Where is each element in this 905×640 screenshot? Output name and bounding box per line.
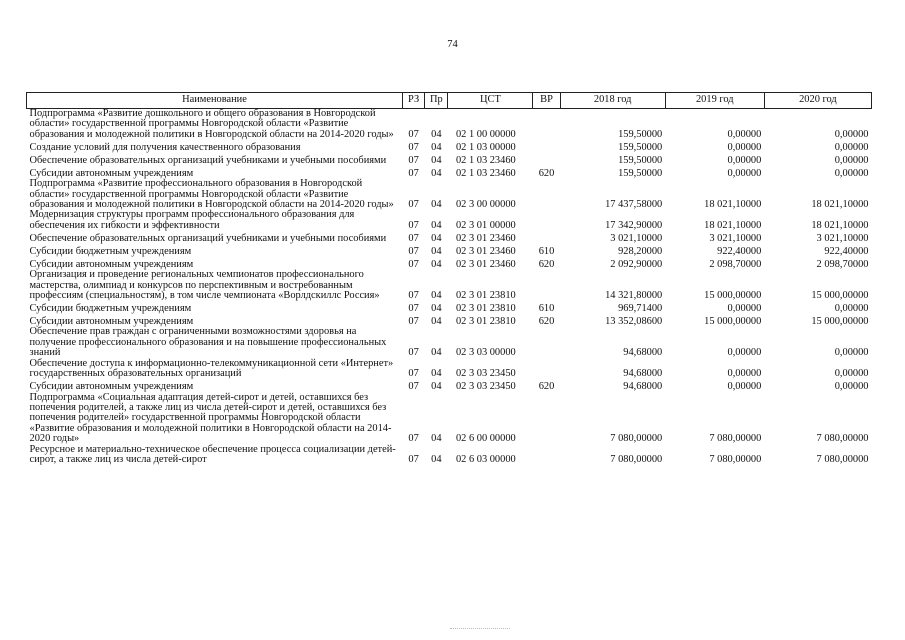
cell-vr bbox=[533, 270, 560, 301]
cell-y2019: 15 000,00000 bbox=[704, 290, 762, 302]
cell-y2020: 2 098,70000 bbox=[816, 258, 869, 270]
cell-y2020: 3 021,10000 bbox=[816, 232, 869, 244]
cell-vr bbox=[533, 153, 560, 166]
cell-cst: 02 3 03 23450 bbox=[455, 381, 516, 393]
table-row bbox=[27, 244, 872, 257]
cell-name: Субсидии автономным учреждениям bbox=[29, 381, 194, 393]
cell-y2018: 969,71400 bbox=[618, 303, 663, 315]
cell-y2020: 15 000,00000 bbox=[811, 316, 869, 328]
cell-name: Обеспечение доступа к информационно-телекоммуникационной сети «Интернет» государственных образовательных организаций bbox=[29, 357, 394, 380]
cell-vr bbox=[533, 231, 560, 244]
cell-rz: 07 bbox=[408, 347, 419, 359]
cell-cst: 02 1 00 00000 bbox=[455, 128, 516, 140]
cell-y2019: 0,00000 bbox=[727, 154, 762, 166]
cell-y2020: 0,00000 bbox=[834, 141, 869, 153]
cell-vr bbox=[533, 393, 560, 445]
cell-y2020: 0,00000 bbox=[834, 381, 869, 393]
cell-name: Создание условий для получения качественного образования bbox=[29, 141, 301, 153]
cell-rz: 07 bbox=[408, 245, 419, 257]
table-row bbox=[27, 327, 872, 358]
cell-y2019: 0,00000 bbox=[727, 303, 762, 315]
cell-y2018: 928,20000 bbox=[618, 245, 663, 257]
cell-y2020: 15 000,00000 bbox=[811, 290, 869, 302]
cell-y2020: 0,00000 bbox=[834, 154, 869, 166]
cell-pr: 04 bbox=[431, 141, 442, 153]
header-rz: РЗ bbox=[403, 93, 425, 109]
cell-pr: 04 bbox=[431, 453, 442, 465]
table-row bbox=[27, 445, 872, 466]
cell-y2019: 0,00000 bbox=[727, 128, 762, 140]
cell-y2020: 7 080,00000 bbox=[816, 433, 869, 445]
cell-cst: 02 3 01 00000 bbox=[455, 219, 516, 231]
cell-y2018: 17 437,58000 bbox=[605, 199, 663, 211]
cell-y2019: 18 021,10000 bbox=[704, 219, 762, 231]
cell-y2018: 2 092,90000 bbox=[610, 258, 663, 270]
cell-cst: 02 3 01 23460 bbox=[455, 245, 516, 257]
cell-cst: 02 3 01 23810 bbox=[455, 303, 516, 315]
cell-vr: 620 bbox=[538, 316, 555, 328]
page-number: 74 bbox=[447, 39, 458, 50]
cell-rz: 07 bbox=[408, 316, 419, 328]
cell-vr: 610 bbox=[538, 303, 555, 315]
cell-pr: 04 bbox=[431, 316, 442, 328]
cell-y2018: 159,50000 bbox=[618, 141, 663, 153]
cell-y2019: 0,00000 bbox=[727, 167, 762, 179]
table-row bbox=[27, 301, 872, 314]
cell-y2019: 3 021,10000 bbox=[709, 232, 762, 244]
cell-y2020: 0,00000 bbox=[834, 303, 869, 315]
cell-rz: 07 bbox=[408, 199, 419, 211]
cell-cst: 02 3 03 23450 bbox=[455, 368, 516, 380]
cell-y2018: 13 352,08600 bbox=[605, 316, 663, 328]
cell-name: Субсидии автономным учреждениям bbox=[29, 316, 194, 328]
cell-pr: 04 bbox=[431, 368, 442, 380]
cell-y2020: 0,00000 bbox=[834, 347, 869, 359]
cell-y2019: 0,00000 bbox=[727, 381, 762, 393]
cell-name: Субсидии автономным учреждениям bbox=[29, 258, 194, 270]
cell-cst: 02 6 00 00000 bbox=[455, 433, 516, 445]
cell-y2019: 0,00000 bbox=[727, 347, 762, 359]
cell-name: Модернизация структуры программ профессионального образования для обеспечения их гибкости и эффективности bbox=[29, 209, 355, 231]
cell-vr: 620 bbox=[538, 167, 555, 179]
cell-y2020: 0,00000 bbox=[834, 167, 869, 179]
cell-y2018: 159,50000 bbox=[618, 154, 663, 166]
cell-pr: 04 bbox=[431, 258, 442, 270]
cell-y2020: 922,40000 bbox=[824, 245, 869, 257]
table-row bbox=[27, 359, 872, 380]
header-name: Наименование bbox=[27, 93, 403, 109]
cell-vr: 610 bbox=[538, 245, 555, 257]
cell-name: Ресурсное и материально-техническое обеспечение процесса социализации детей-сирот, а также лиц из числа детей-сирот bbox=[29, 443, 396, 465]
cell-rz: 07 bbox=[408, 141, 419, 153]
header-2019: 2019 год bbox=[665, 93, 764, 109]
cell-name: Обеспечение образовательных организаций учебниками и учебными пособиями bbox=[29, 154, 387, 166]
cell-cst: 02 3 01 23810 bbox=[455, 290, 516, 302]
cell-rz: 07 bbox=[408, 258, 419, 270]
cell-y2018: 94,68000 bbox=[623, 347, 663, 359]
header-cst: ЦСТ bbox=[448, 93, 533, 109]
header-2018: 2018 год bbox=[560, 93, 665, 109]
cell-rz: 07 bbox=[408, 167, 419, 179]
cell-name: Обеспечение образовательных организаций учебниками и учебными пособиями bbox=[29, 232, 387, 244]
cell-rz: 07 bbox=[408, 303, 419, 315]
cell-name: Субсидии бюджетным учреждениям bbox=[29, 303, 192, 315]
cell-y2018: 159,50000 bbox=[618, 167, 663, 179]
cell-y2019: 2 098,70000 bbox=[709, 258, 762, 270]
cell-y2019: 0,00000 bbox=[727, 141, 762, 153]
table-row bbox=[27, 140, 872, 153]
cell-pr: 04 bbox=[431, 381, 442, 393]
table-header-row bbox=[27, 93, 872, 109]
cell-y2019: 7 080,00000 bbox=[709, 453, 762, 465]
table-row bbox=[27, 231, 872, 244]
cell-pr: 04 bbox=[431, 290, 442, 302]
cell-rz: 07 bbox=[408, 381, 419, 393]
cell-y2018: 7 080,00000 bbox=[610, 453, 663, 465]
cell-name: Подпрограмма «Развитие дошкольного и общего образования в Новгородской области» государственной программы Новгородской области «Развитие образования и молодежной политики в Новгородской области на 2014-2020 годы» bbox=[29, 108, 394, 140]
cell-rz: 07 bbox=[408, 433, 419, 445]
cell-y2019: 0,00000 bbox=[727, 368, 762, 380]
cell-vr bbox=[533, 109, 560, 141]
cell-y2018: 94,68000 bbox=[623, 368, 663, 380]
cell-pr: 04 bbox=[431, 232, 442, 244]
table-row bbox=[27, 210, 872, 231]
table-row bbox=[27, 270, 872, 301]
cell-y2020: 18 021,10000 bbox=[811, 219, 869, 231]
cell-cst: 02 3 01 23810 bbox=[455, 316, 516, 328]
cell-rz: 07 bbox=[408, 128, 419, 140]
cell-y2020: 0,00000 bbox=[834, 128, 869, 140]
cell-y2018: 159,50000 bbox=[618, 128, 663, 140]
cell-y2020: 7 080,00000 bbox=[816, 453, 869, 465]
cell-y2019: 7 080,00000 bbox=[709, 433, 762, 445]
header-pr: Пр bbox=[425, 93, 448, 109]
cell-name: Обеспечение прав граждан с ограниченными возможностями здоровья на получение профессионального образования и на повышение профессиональных знаний bbox=[29, 326, 387, 359]
cell-pr: 04 bbox=[431, 167, 442, 179]
table-row bbox=[27, 179, 872, 210]
cell-y2020: 18 021,10000 bbox=[811, 199, 869, 211]
cell-pr: 04 bbox=[431, 199, 442, 211]
cell-name: Подпрограмма «Развитие профессионального образования в Новгородской области» государственной программы Новгородской области «Развитие образования и молодежной политики в Новгородской области на 2014-2020 годы» bbox=[29, 178, 394, 211]
cell-name: Субсидии автономным учреждениям bbox=[29, 167, 194, 179]
table-row bbox=[27, 380, 872, 393]
cell-name: Субсидии бюджетным учреждениям bbox=[29, 245, 192, 257]
table-row bbox=[27, 153, 872, 166]
cell-cst: 02 3 00 00000 bbox=[455, 199, 516, 211]
cell-pr: 04 bbox=[431, 303, 442, 315]
table-row bbox=[27, 393, 872, 445]
cell-vr bbox=[533, 140, 560, 153]
cell-pr: 04 bbox=[431, 219, 442, 231]
cell-vr: 620 bbox=[538, 258, 555, 270]
cell-y2018: 17 342,90000 bbox=[605, 219, 663, 231]
cell-rz: 07 bbox=[408, 232, 419, 244]
cell-pr: 04 bbox=[431, 347, 442, 359]
cell-vr: 620 bbox=[538, 381, 555, 393]
cell-cst: 02 6 03 00000 bbox=[455, 453, 516, 465]
cell-rz: 07 bbox=[408, 290, 419, 302]
cell-y2018: 3 021,10000 bbox=[610, 232, 663, 244]
cell-rz: 07 bbox=[408, 219, 419, 231]
cell-pr: 04 bbox=[431, 433, 442, 445]
scan-artifact bbox=[450, 628, 510, 631]
cell-vr bbox=[533, 445, 560, 466]
cell-pr: 04 bbox=[431, 154, 442, 166]
cell-y2019: 18 021,10000 bbox=[704, 199, 762, 211]
cell-name: Подпрограмма «Социальная адаптация детей-сирот и детей, оставшихся без попечения родителей, а также лиц из числа детей-сирот и детей, оставшихся без попечения родителей» государственной программы Новгородской области «Развитие образования и молодежной политики в Новгородской области на 2014-2020 годы» bbox=[29, 391, 392, 445]
cell-cst: 02 3 01 23460 bbox=[455, 232, 516, 244]
cell-vr bbox=[533, 327, 560, 358]
header-vr: ВР bbox=[533, 93, 560, 109]
table-row bbox=[27, 109, 872, 141]
cell-name: Организация и проведение региональных чемпионатов профессионального мастерства, олимпиад и конкурсов по перспективным и востребованным профессиям (специальностям), в том числе чемпионата «Ворлдскиллс Россия» bbox=[29, 269, 380, 302]
cell-vr bbox=[533, 210, 560, 231]
header-2020: 2020 год bbox=[764, 93, 871, 109]
cell-pr: 04 bbox=[431, 128, 442, 140]
cell-rz: 07 bbox=[408, 154, 419, 166]
cell-vr bbox=[533, 359, 560, 380]
cell-cst: 02 1 03 00000 bbox=[455, 141, 516, 153]
cell-cst: 02 1 03 23460 bbox=[455, 154, 516, 166]
cell-y2018: 14 321,80000 bbox=[605, 290, 663, 302]
cell-y2020: 0,00000 bbox=[834, 368, 869, 380]
cell-y2018: 7 080,00000 bbox=[610, 433, 663, 445]
cell-rz: 07 bbox=[408, 453, 419, 465]
cell-pr: 04 bbox=[431, 245, 442, 257]
cell-cst: 02 1 03 23460 bbox=[455, 167, 516, 179]
budget-table bbox=[26, 92, 872, 465]
cell-cst: 02 3 03 00000 bbox=[455, 347, 516, 359]
cell-rz: 07 bbox=[408, 368, 419, 380]
cell-cst: 02 3 01 23460 bbox=[455, 258, 516, 270]
cell-vr bbox=[533, 179, 560, 210]
cell-y2019: 922,40000 bbox=[717, 245, 762, 257]
cell-y2019: 15 000,00000 bbox=[704, 316, 762, 328]
cell-y2018: 94,68000 bbox=[623, 381, 663, 393]
